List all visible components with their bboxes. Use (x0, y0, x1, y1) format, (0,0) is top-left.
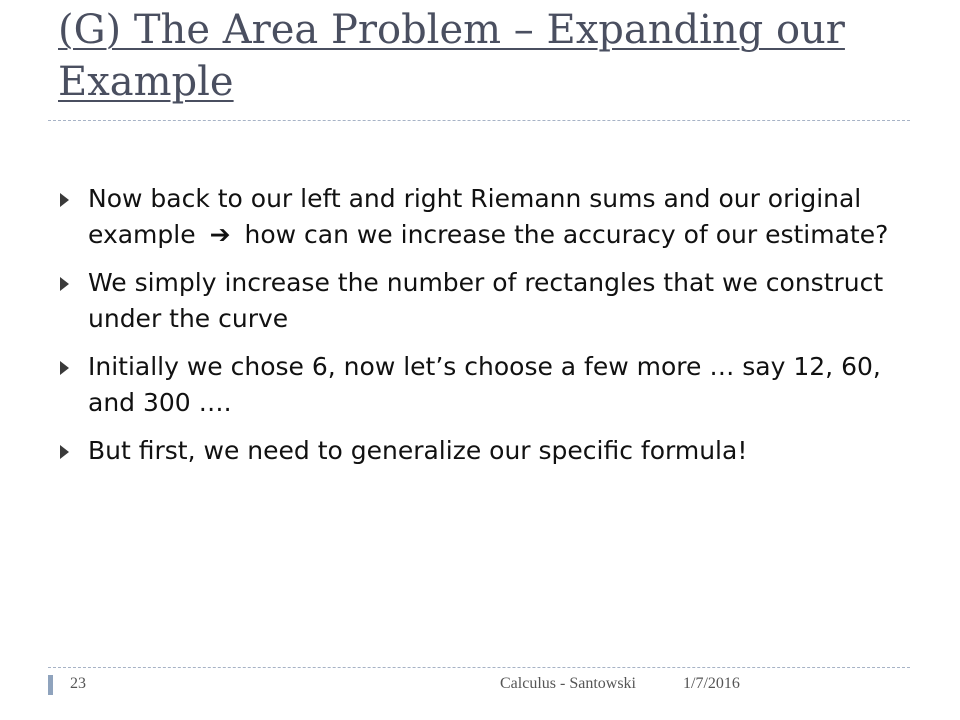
bullet-text: We simply increase the number of rectangles that we construct under the curve (88, 268, 884, 333)
bullet-item (60, 265, 910, 337)
footer-accent-bar (48, 675, 53, 695)
page-number: 23 (70, 675, 86, 692)
slide-title: (G) The Area Problem – Expanding our Example (58, 7, 845, 105)
bullet-text: But first, we need to generalize our specific formula! (88, 436, 748, 465)
triangle-bullet-icon (60, 193, 69, 207)
bullet-item (60, 433, 910, 469)
footer-divider (48, 667, 910, 668)
footer-label: Calculus - Santowski (500, 675, 636, 692)
bullet-text: Now back to our left and right Riemann sums and our original example (88, 184, 862, 249)
right-arrow-icon: ➔ (209, 220, 231, 249)
triangle-bullet-icon (60, 361, 69, 375)
footer-date: 1/7/2016 (683, 675, 740, 692)
triangle-bullet-icon (60, 277, 69, 291)
bullet-text: Initially we chose 6, now let’s choose a few more … say 12, 60, and 300 …. (88, 352, 881, 417)
bullet-item (60, 181, 910, 253)
title-divider (48, 120, 910, 121)
bullet-list (60, 181, 910, 481)
triangle-bullet-icon (60, 445, 69, 459)
bullet-item (60, 349, 910, 421)
bullet-text-continued: how can we increase the accuracy of our estimate? (244, 220, 889, 249)
